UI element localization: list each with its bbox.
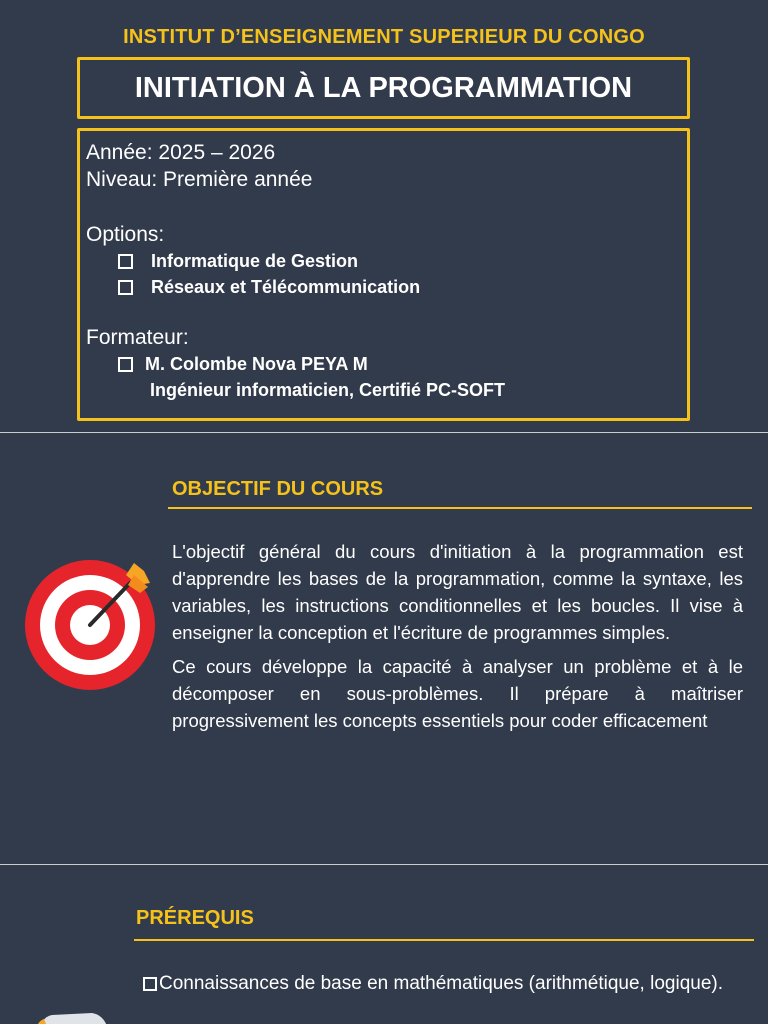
prerequisite-text: Connaissances de base en mathématiques (arithmétique, logique). <box>159 973 723 994</box>
objective-heading: OBJECTIF DU COURS <box>172 478 384 500</box>
objective-paragraph: Ce cours développe la capacité à analyser un problème et à le décomposer en sous-problèmes. Il prépare à maîtriser progressivement les concepts essentiels pour coder efficacement <box>172 656 743 731</box>
formateur-label: Formateur: <box>86 326 189 349</box>
annee-value: 2025 – 2026 <box>158 141 276 164</box>
option-label: Informatique de Gestion <box>151 251 359 271</box>
checkbox-icon <box>118 254 133 269</box>
target-icon <box>22 555 162 695</box>
annee-label: Année: <box>86 141 153 164</box>
objective-paragraph: L'objectif général du cours d'initiation à la programmation est d'apprendre les bases de la programmation, comme la syntaxe, les variables, les instructions conditionnelles et les boucles. Il vise à enseigner la conception et l'écriture de programmes simples. <box>172 541 743 643</box>
institute-name: INSTITUT D’ENSEIGNEMENT SUPERIEUR DU CONGO <box>123 26 645 48</box>
title-slide <box>0 0 768 432</box>
options-label: Options: <box>86 223 165 246</box>
course-title: INITIATION À LA PROGRAMMATION <box>134 71 633 104</box>
info-box <box>77 128 690 421</box>
prerequisites-list <box>143 971 733 996</box>
formateur-name: M. Colombe Nova PEYA M <box>145 354 368 374</box>
checkbox-icon <box>118 357 133 372</box>
list-item <box>143 971 733 996</box>
checkbox-icon <box>118 280 133 295</box>
formateur-item <box>86 351 681 377</box>
heading-rule <box>168 507 752 509</box>
title-box <box>77 57 690 119</box>
option-item <box>86 274 681 300</box>
niveau-label: Niveau: <box>86 168 158 191</box>
checkbox-icon <box>143 977 157 991</box>
formateur-title: Ingénieur informaticien, Certifié PC-SOFT <box>150 380 506 400</box>
option-label: Réseaux et Télécommunication <box>151 277 421 297</box>
prerequisites-slide <box>0 865 768 1024</box>
books-icon <box>32 1009 112 1024</box>
objective-text <box>172 538 743 741</box>
heading-rule <box>134 939 754 941</box>
annee-line <box>86 139 681 166</box>
objective-slide <box>0 433 768 864</box>
prerequisites-heading: PRÉREQUIS <box>136 907 254 929</box>
niveau-line <box>86 166 681 193</box>
niveau-value: Première année <box>163 168 313 191</box>
option-item <box>86 248 681 274</box>
